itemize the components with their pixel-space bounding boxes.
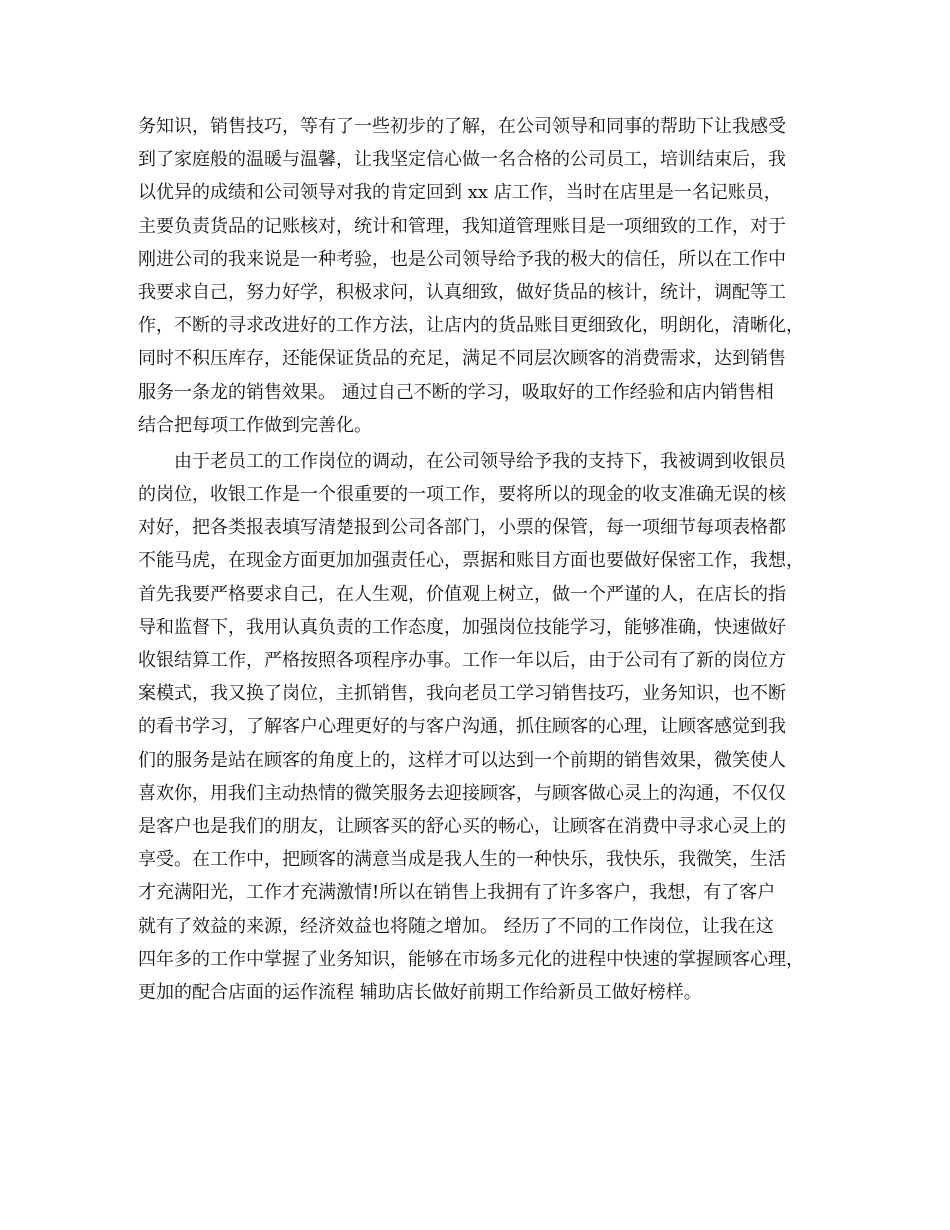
text-line: 收银结算工作，严格按照各项程序办事。工作一年以后，由于公司有了新的岗位方	[138, 650, 786, 671]
text-line: 们的服务是站在顾客的角度上的，这样才可以达到一个前期的销售效果，微笑使人	[138, 749, 786, 771]
text-line: 更加的配合店面的运作流程 辅助店长做好前期工作给新员工做好榜样。	[138, 981, 702, 1003]
text-line-indented: 由于老员工的工作岗位的调动，在公司领导给予我的支持下，我被调到收银员	[174, 450, 786, 472]
text-line: 的岗位，收银工作是一个很重要的一项工作，要将所以的现金的收支准确无误的核	[138, 484, 786, 506]
document-body	[138, 110, 818, 1009]
text-line: 同时不积压库存，还能保证货品的充足，满足不同层次顾客的消费需求，达到销售	[138, 348, 786, 370]
text-line: 就有了效益的来源，经济效益也将随之增加。 经历了不同的工作岗位，让我在这	[138, 915, 774, 937]
text-line: 务知识，销售技巧，等有了一些初步的了解，在公司领导和同事的帮助下让我感受	[138, 116, 786, 137]
text-line: 作，不断的寻求改进好的工作方法，让店内的货品账目更细致化，明朗化，清晰化，	[138, 315, 804, 337]
text-line: 案模式，我又换了岗位，主抓销售，我向老员工学习销售技巧，业务知识，也不断	[138, 683, 786, 705]
text-line: 对好，把各类报表填写清楚报到公司各部门，小票的保管，每一项细节每项表格都	[138, 517, 786, 539]
text-line: 我要求自己，努力好学，积极求问，认真细致，做好货品的核计，统计，调配等工	[138, 281, 786, 303]
paragraph	[138, 445, 818, 1009]
text-line: 才充满阳光，工作才充满激情!所以在销售上我拥有了许多客户，我想，有了客户	[138, 882, 776, 904]
paragraph	[138, 110, 818, 442]
text-line: 刚进公司的我来说是一种考验，也是公司领导给予我的极大的信任，所以在工作中	[138, 248, 786, 270]
text-line: 结合把每项工作做到完善化。	[138, 414, 372, 436]
text-line: 到了家庭般的温暖与温馨，让我坚定信心做一名合格的公司员工，培训结束后，我	[138, 149, 786, 171]
text-line: 享受。在工作中，把顾客的满意当成是我人生的一种快乐，我快乐，我微笑，生活	[138, 849, 786, 871]
text-line: 喜欢你，用我们主动热情的微笑服务去迎接顾客，与顾客做心灵上的沟通，不仅仅	[138, 782, 786, 804]
text-line: 的看书学习，了解客户心理更好的与客户沟通，抓住顾客的心理，让顾客感觉到我	[138, 716, 786, 738]
text-line: 是客户也是我们的朋友，让顾客买的舒心买的畅心，让顾客在消费中寻求心灵上的	[138, 815, 786, 837]
text-line: 主要负责货品的记账核对，统计和管理，我知道管理账目是一项细致的工作，对于	[138, 215, 786, 237]
text-line: 服务一条龙的销售效果。 通过自己不断的学习，吸取好的工作经验和店内销售相	[138, 381, 774, 403]
text-line: 以优异的成绩和公司领导对我的肯定回到 xx 店工作，当时在店里是一名记账员，	[138, 182, 782, 204]
text-line: 首先我要严格要求自己，在人生观，价值观上树立，做一个严谨的人，在店长的指	[138, 583, 786, 605]
text-line: 四年多的工作中掌握了业务知识，能够在市场多元化的进程中快速的掌握顾客心理，	[138, 948, 804, 970]
text-line: 导和监督下，我用认真负责的工作态度，加强岗位技能学习，能够准确，快速做好	[138, 616, 786, 638]
text-line: 不能马虎，在现金方面更加加强责任心，票据和账目方面也要做好保密工作，我想，	[138, 550, 804, 572]
